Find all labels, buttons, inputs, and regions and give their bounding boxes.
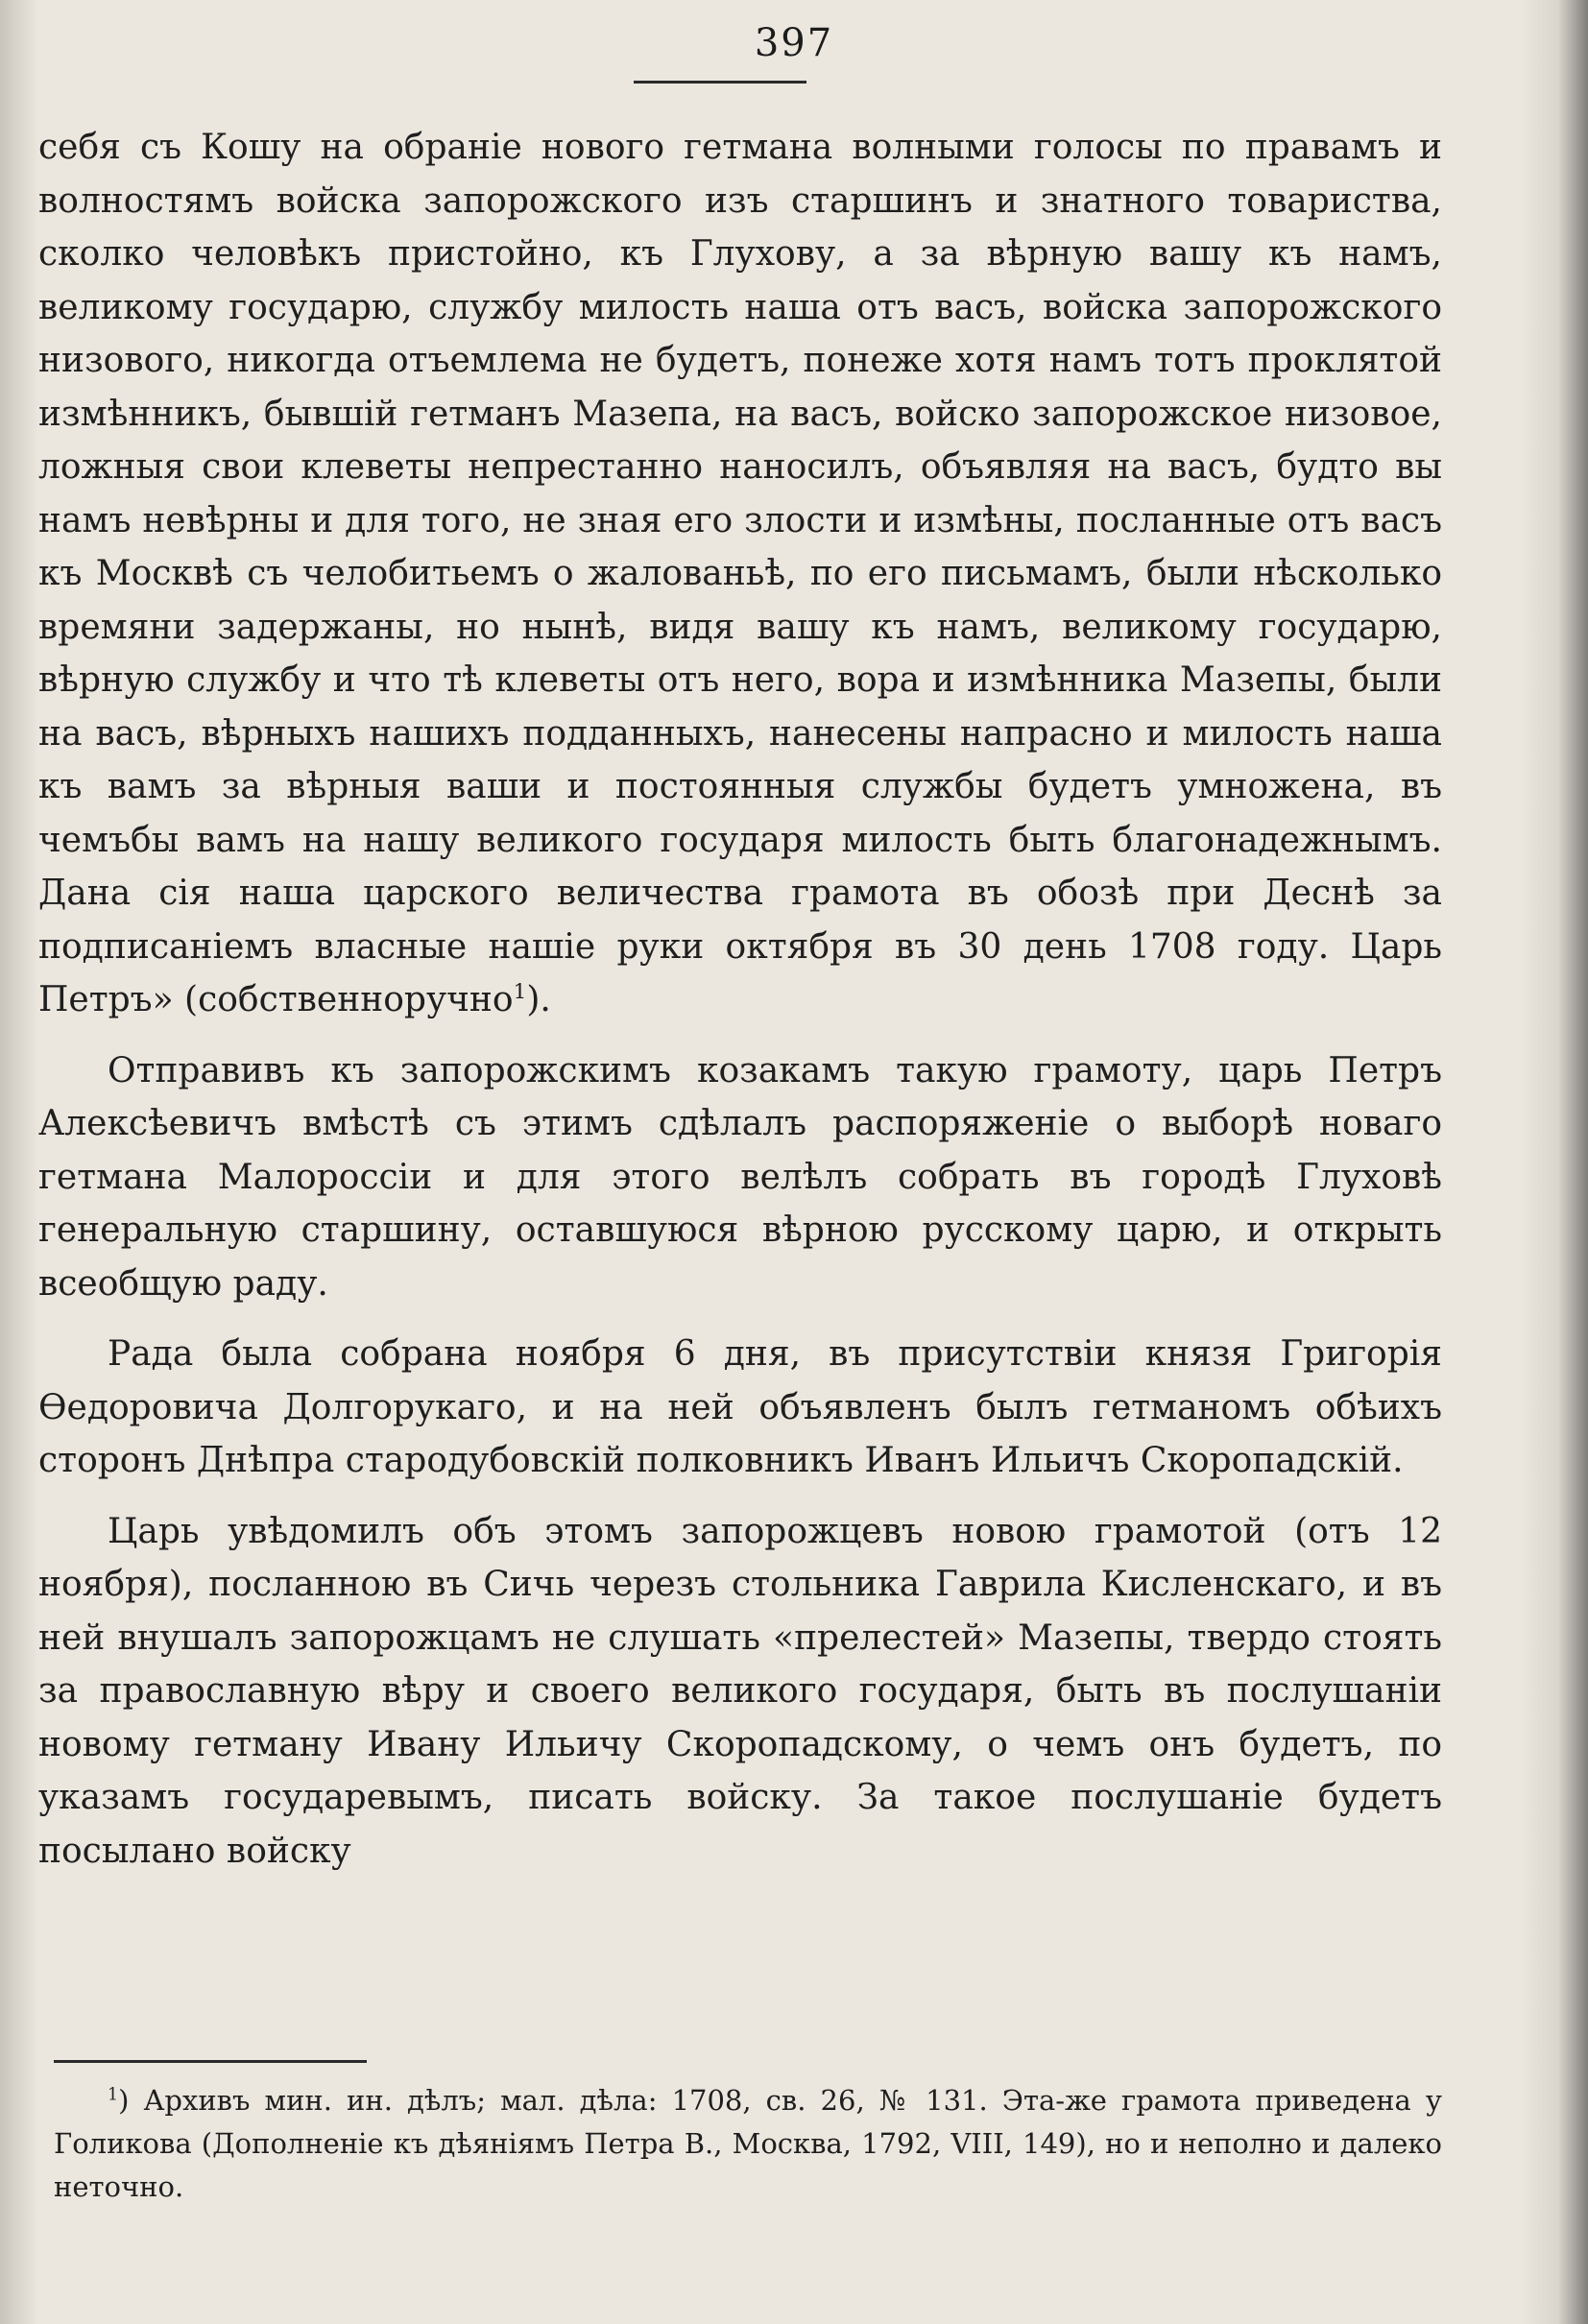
paragraph-2: Отправивъ къ запорожскимъ козакамъ такую грамоту, царь Петръ Алексѣевичъ вмѣстѣ съ этимъ сдѣлалъ распоряженіе о выборѣ новаго гетмана Малороссіи и для этого велѣлъ собрать въ городѣ Глуховѣ генеральную старшину, оставшуюся вѣрною русскому царю, и открыть всеобщую раду. (38, 1050, 1442, 1304)
footnote-reference: 1 (513, 980, 527, 1004)
page-left-edge-shadow (0, 0, 38, 2324)
paragraph-1 (38, 121, 1442, 1027)
page-number: 397 (754, 21, 834, 65)
paragraph-4: Царь увѣдомилъ объ этомъ запорожцевъ новою грамотой (отъ 12 ноября), посланною въ Сичь черезъ стольника Гаврила Кисленскаго, и въ ней внушалъ запорожцамъ не слушать «прелестей» Мазепы, твердо стоять за православную вѣру и своего великого государя, быть въ послушаніи новому гетману Ивану Ильичу Скоропадскому, о чемъ онъ будетъ, по указамъ государевымъ, писать войску. За такое послушаніе будетъ посылано войску (38, 1511, 1442, 1871)
paragraph-1-tail: ). (526, 980, 551, 1019)
footnote-rule (54, 2060, 367, 2063)
body-text (38, 121, 1442, 1878)
footnote-marker: 1 (108, 2085, 119, 2105)
page-number-rule (634, 81, 806, 84)
paragraph-3: Рада была собрана ноября 6 дня, въ присутствіи князя Григорія Өедоровича Долгорукаго, и на ней объявленъ былъ гетманомъ обѣихъ сторонъ Днѣпра стародубовскій полковникъ Иванъ Ильичъ Скоропадскій. (38, 1334, 1442, 1480)
footnote-paragraph (54, 2079, 1442, 2209)
footnote-text: ) Архивъ мин. ин. дѣлъ; мал. дѣла: 1708, св. 26, № 131. Эта-же грамота приведена у Голикова (Дополненіе къ дѣяніямъ Петра В., Москва, 1792, VIII, 149), но и неполно и далеко неточно. (54, 2084, 1442, 2203)
paragraph-1-text: себя съ Кошу на обраніе нового гетмана волными голосы по правамъ и волностямъ войска запорожского изъ старшинъ и знатного товариства, сколко человѣкъ пристойно, къ Глухову, а за вѣрную вашу къ намъ, великому государю, службу милость наша отъ васъ, войска запорожского низового, никогда отъемлема не будетъ, понеже хотя намъ тотъ проклятой измѣнникъ, бывшій гетманъ Мазепа, на васъ, войско запорожское низовое, ложныя свои клеветы непрестанно наносилъ, объявляя на васъ, будто вы намъ невѣрны и для того, не зная его злости и измѣны, посланные отъ васъ къ Москвѣ съ челобитьемъ о жалованьѣ, по его письмамъ, были нѣсколько времяни задержаны, но нынѣ, видя вашу къ намъ, великому государю, вѣрную службу и что тѣ клеветы отъ него, вора и измѣнника Мазепы, были на васъ, вѣрныхъ нашихъ подданныхъ, нанесены напрасно и милость наша къ вамъ за вѣрныя ваши и постоянныя службы будетъ умножена, въ чемъбы вамъ на нашу великого государя милость быть благонадежнымъ. Дана сія наша царского величества грамота въ обозѣ при Деснѣ за подписаніемъ власные нашіе руки октября въ 30 день 1708 году. Царь Петръ» (собственноручно (38, 128, 1442, 1019)
page-gutter-shadow (1521, 0, 1588, 2324)
footnote (54, 2079, 1442, 2209)
